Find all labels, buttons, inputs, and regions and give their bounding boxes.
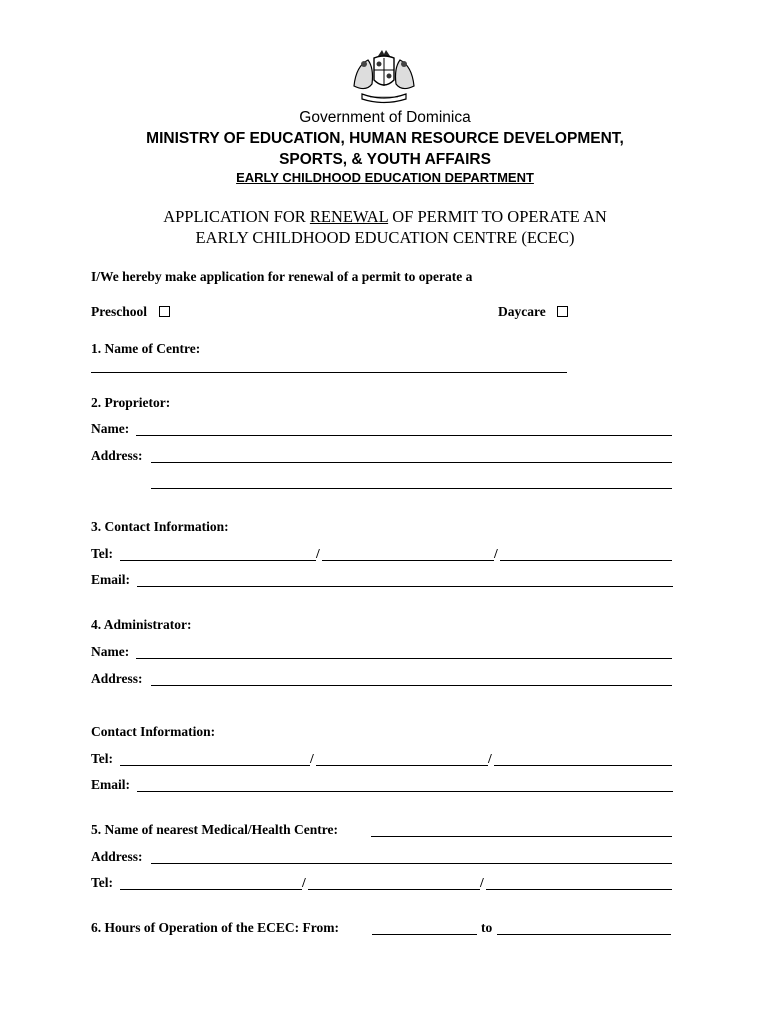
proprietor-heading: 2. Proprietor: bbox=[91, 395, 171, 410]
tel-field-3[interactable] bbox=[500, 560, 672, 561]
email-field[interactable] bbox=[137, 586, 673, 587]
coat-of-arms-icon bbox=[348, 46, 420, 106]
administrator-name-field[interactable] bbox=[136, 658, 672, 659]
admin-email-label: Email: bbox=[91, 777, 130, 792]
ministry-heading-line2: SPORTS, & YOUTH AFFAIRS bbox=[279, 151, 491, 168]
hours-to-label: to bbox=[481, 920, 493, 935]
form-title-renewal: RENEWAL bbox=[309, 207, 389, 226]
daycare-checkbox[interactable] bbox=[557, 306, 568, 317]
hours-from-field[interactable] bbox=[372, 934, 477, 935]
form-title-line1 bbox=[0, 206, 770, 227]
ministry-heading-line1: MINISTRY OF EDUCATION, HUMAN RESOURCE DEVELOPMENT, bbox=[146, 130, 624, 147]
admin-tel-field-1[interactable] bbox=[120, 765, 310, 766]
medical-tel-field-3[interactable] bbox=[486, 889, 672, 890]
medical-address-field[interactable] bbox=[151, 863, 672, 864]
email-label: Email: bbox=[91, 572, 130, 587]
medical-tel-separator-2: / bbox=[480, 875, 484, 890]
proprietor-address-field[interactable] bbox=[151, 462, 672, 463]
preschool-label: Preschool bbox=[91, 304, 147, 319]
hours-to-field[interactable] bbox=[497, 934, 671, 935]
tel-field-2[interactable] bbox=[322, 560, 494, 561]
medical-tel-separator-1: / bbox=[302, 875, 306, 890]
preschool-checkbox[interactable] bbox=[159, 306, 170, 317]
administrator-address-label: Address: bbox=[91, 671, 143, 686]
medical-tel-label: Tel: bbox=[91, 875, 114, 890]
form-title-post: OF PERMIT TO OPERATE AN bbox=[388, 207, 607, 226]
admin-email-field[interactable] bbox=[137, 791, 673, 792]
medical-centre-field[interactable] bbox=[371, 836, 672, 837]
admin-tel-label: Tel: bbox=[91, 751, 114, 766]
form-title-line2: EARLY CHILDHOOD EDUCATION CENTRE (ECEC) bbox=[195, 228, 575, 247]
hours-of-operation-label: 6. Hours of Operation of the ECEC: From: bbox=[91, 920, 339, 935]
department-heading bbox=[0, 170, 770, 186]
department-heading-text: EARLY CHILDHOOD EDUCATION DEPARTMENT bbox=[236, 170, 534, 185]
admin-tel-field-3[interactable] bbox=[494, 765, 672, 766]
administrator-heading: 4. Administrator: bbox=[91, 617, 192, 632]
intro-text: I/We hereby make application for renewal of a permit to operate a bbox=[91, 269, 473, 284]
proprietor-address-label: Address: bbox=[91, 448, 143, 463]
form-title-pre: APPLICATION FOR bbox=[163, 207, 310, 226]
medical-tel-field-1[interactable] bbox=[120, 889, 302, 890]
administrator-address-field[interactable] bbox=[151, 685, 672, 686]
tel-separator-1: / bbox=[316, 546, 320, 561]
tel-separator-2: / bbox=[494, 546, 498, 561]
administrator-name-label: Name: bbox=[91, 644, 130, 659]
proprietor-name-field[interactable] bbox=[136, 435, 672, 436]
admin-tel-field-2[interactable] bbox=[316, 765, 488, 766]
admin-tel-separator-2: / bbox=[488, 751, 492, 766]
admin-contact-information-heading: Contact Information: bbox=[91, 724, 216, 739]
medical-centre-label: 5. Name of nearest Medical/Health Centre: bbox=[91, 822, 338, 837]
tel-label: Tel: bbox=[91, 546, 114, 561]
medical-address-label: Address: bbox=[91, 849, 143, 864]
proprietor-name-label: Name: bbox=[91, 421, 130, 436]
tel-field-1[interactable] bbox=[120, 560, 316, 561]
government-heading: Government of Dominica bbox=[299, 109, 471, 126]
admin-tel-separator-1: / bbox=[310, 751, 314, 766]
proprietor-address-field-2[interactable] bbox=[151, 488, 672, 489]
name-of-centre-field[interactable] bbox=[91, 372, 567, 373]
contact-information-heading: 3. Contact Information: bbox=[91, 519, 229, 534]
name-of-centre-label: 1. Name of Centre: bbox=[91, 341, 201, 356]
daycare-label: Daycare bbox=[498, 304, 546, 319]
medical-tel-field-2[interactable] bbox=[308, 889, 480, 890]
